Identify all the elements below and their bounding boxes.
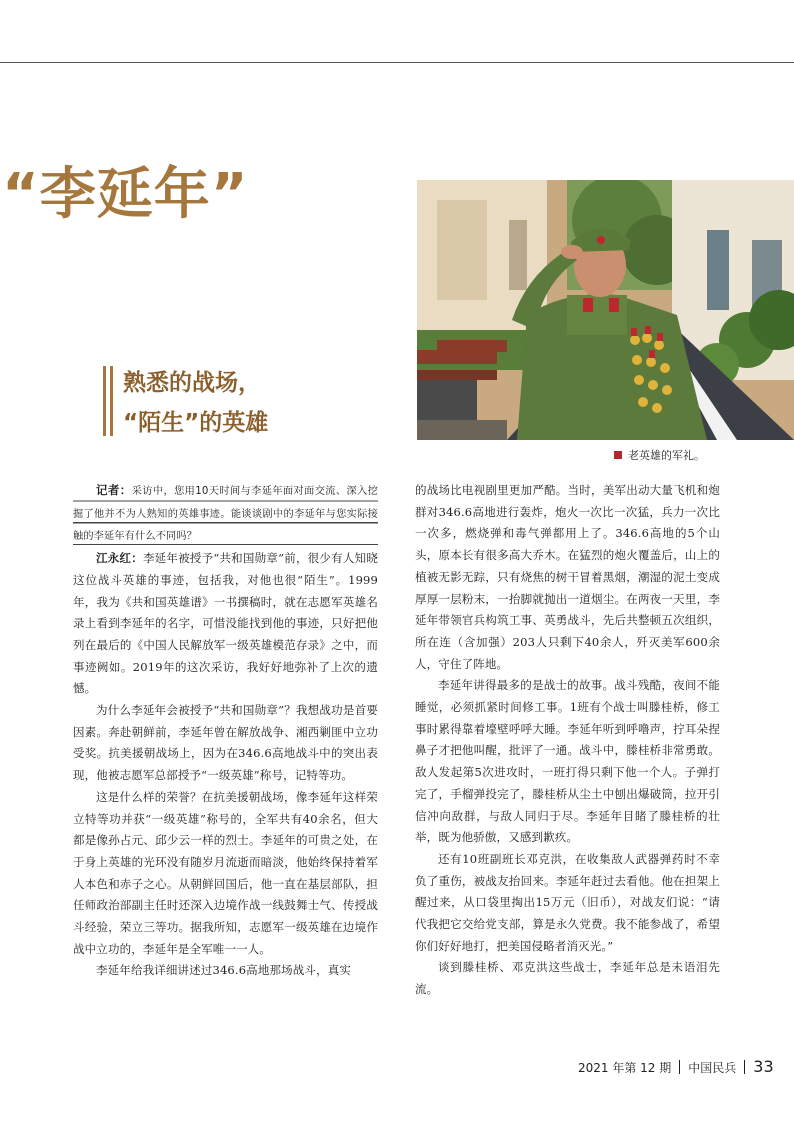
body-paragraph: 还有10班副班长邓克洪，在收集敌人武器弹药时不幸负了重伤，被战友抬回来。李延年赶过去看他。他在担架上醒过来，从口袋里掏出15万元（旧币），对战友们说：“请代我把它交给党支部，算是永久党费。我不能参战了，希望你们好好地打，把美国侵略者消灭光。” (415, 851, 720, 953)
veteran-salute-photo (417, 180, 794, 440)
reporter-label: 记者： (96, 483, 132, 497)
body-paragraph: 为什么李延年会被授予“共和国勋章”？我想战功是首要因素。奔赴朝鲜前，李延年曾在解放战争、湘西剿匪中立功受奖。抗美援朝战场上，因为在346.6高地战斗中的突出表现，他被志愿军总部授予“一级英雄”称号，记特等功。 (73, 703, 378, 783)
issue-label: 2021 年第 12 期 (578, 1061, 672, 1075)
footer-divider (744, 1060, 745, 1074)
body-paragraph: 李延年讲得最多的是战士的故事。战斗残酷，夜间不能睡觉，必须抓紧时间修工事。1班有个战士叫滕桂桥，修工事时累得靠着壕壁呼呼大睡。李延年听到呼噜声，拧耳朵捏鼻子才把他叫醒，批评了一通。战斗中，滕桂桥非常勇敢。敌人发起第5次进攻时，一班打得只剩下他一个人。子弹打完了，手榴弹投完了，滕桂桥从尘土中刨出爆破筒，拉开引信冲向敌群，与敌人同归于尽。李延年目睹了滕桂桥的壮举，既为他骄傲，又感到歉疚。 (415, 678, 720, 845)
reporter-question (73, 480, 378, 548)
subheading-line-2: “陌生”的英雄 (123, 410, 269, 436)
magazine-name: 中国民兵 (688, 1061, 737, 1075)
subheading-bar-right (110, 366, 113, 436)
answer-label: 江永红： (96, 551, 143, 566)
photo-caption-text: 老英雄的军礼。 (628, 449, 705, 462)
body-paragraph: 李延年给我详细讲述过346.6高地那场战斗，真实 (96, 963, 352, 978)
page-footer (578, 1057, 774, 1076)
subheading-bar-left (103, 366, 106, 436)
photo-caption (614, 447, 705, 463)
photo-illustration (417, 180, 794, 440)
page-title: “李延年” (2, 162, 249, 227)
answer-text: 李延年被授予“共和国勋章”前，很少有人知晓这位战斗英雄的事迹，包括我，对他也很“陌生”。1999年，我为《共和国英雄谱》一书撰稿时，就在志愿军英雄名录上看到李延年的名字，可惜没能找到他的事迹，只好把他列在最后的《中国人民解放军一级英雄模范存录》之中，而事迹阙如。2019年的这次采访，我好好地弥补了上次的遗憾。 (73, 551, 378, 696)
body-paragraph: 谈到滕桂桥、邓克洪这些战士，李延年总是未语泪先流。 (415, 960, 720, 997)
article-column-left (73, 480, 378, 982)
caption-marker-square (614, 451, 622, 459)
subheading-block (103, 364, 363, 438)
continued-paragraph: 的战场比电视剧里更加严酷。当时，美军出动大量飞机和炮群对346.6高地进行轰炸，炮火一次比一次猛，兵力一次比一次多，燃烧弹和毒气弹都用上了。346.6高地的5个山头，原本长有很多高大乔木。在猛烈的炮火覆盖后，山上的植被无影无踪，只有烧焦的树干冒着黑烟，潮湿的泥土变成厚厚一层粉末，一抬脚就抛出一道烟尘。在两夜一天里，李延年带领官兵构筑工事、英勇战斗，先后共整顿五次组织，所在连（含加强）203人只剩下40余人，歼灭美军600余人，守住了阵地。 (415, 483, 720, 671)
article-column-right (415, 480, 720, 1001)
page-number: 33 (753, 1057, 774, 1076)
footer-divider (679, 1060, 680, 1074)
subheading-line-1: 熟悉的战场， (123, 370, 261, 396)
body-paragraph: 这是什么样的荣誉？在抗美援朝战场，像李延年这样荣立特等功并获“一级英雄”称号的，全军共有40余名，但大都是像孙占元、邱少云一样的烈士。李延年的可贵之处，在于身上英雄的光环没有随岁月流逝而暗淡，他始终保持着军人本色和赤子之心。从朝鲜回国后，他一直在基层部队，担任师政治部副主任时还深入边境作战一线鼓舞士气、传授战斗经验，荣立三等功。据我所知，志愿军一级英雄在边境作战中立功的，李延年是全军唯一一人。 (73, 789, 378, 956)
reporter-question-text: 采访中，您用10天时间与李延年面对面交流、深入挖掘了他并不为人熟知的英雄事迹。能谈谈剧中的李延年与您实际接触的李延年有什么不同吗？ (73, 486, 379, 543)
answer-paragraph (73, 548, 378, 700)
top-rule (0, 62, 794, 63)
